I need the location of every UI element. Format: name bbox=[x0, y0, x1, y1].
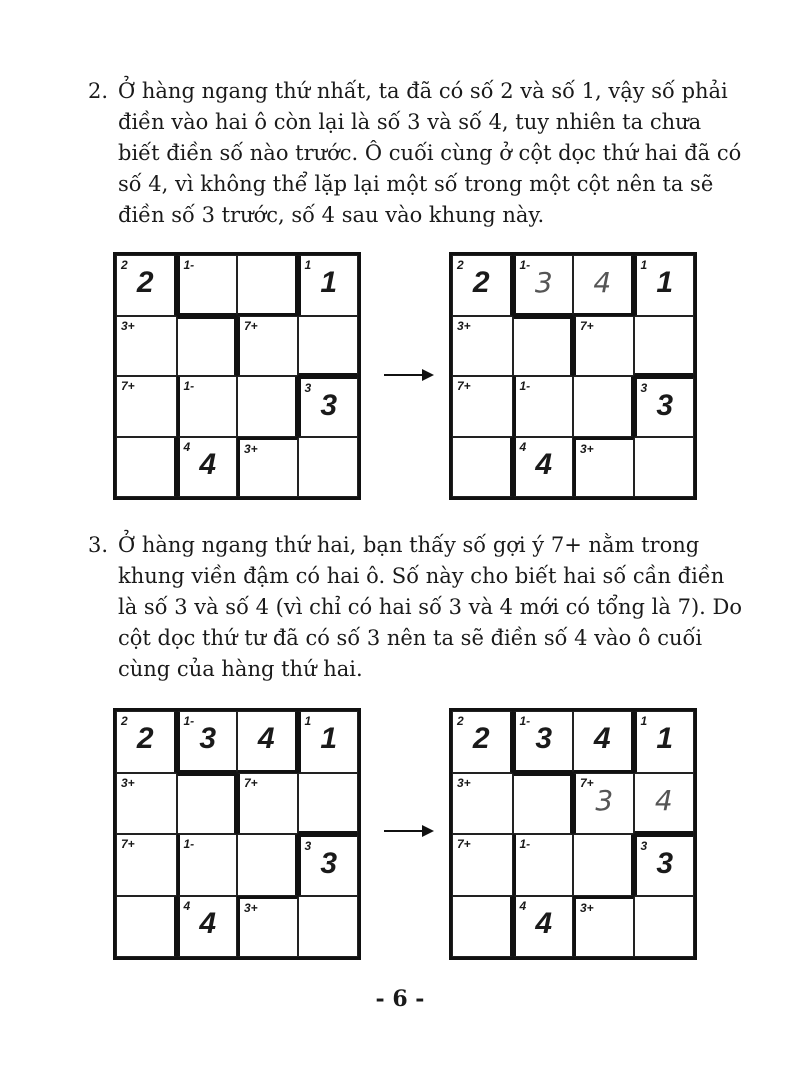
grid-cell bbox=[513, 896, 574, 958]
cage-clue: 3+ bbox=[121, 775, 135, 790]
grid-cell bbox=[116, 834, 177, 896]
grid-cell bbox=[573, 437, 634, 498]
grid-cell bbox=[573, 773, 634, 835]
grid-cell bbox=[634, 316, 695, 377]
cage-clue: 1- bbox=[183, 258, 195, 272]
cage-clue: 1- bbox=[519, 258, 531, 272]
grid-cell bbox=[116, 255, 177, 316]
cage-clue: 7+ bbox=[121, 837, 135, 851]
grid-cell bbox=[634, 711, 695, 773]
grid-cell bbox=[634, 437, 695, 498]
grid-cell bbox=[634, 834, 695, 896]
grid-cell bbox=[452, 773, 513, 835]
given-value: 2 bbox=[136, 722, 154, 755]
grid-cell bbox=[452, 437, 513, 498]
cage-clue: 2 bbox=[457, 258, 464, 272]
page-number: - 6 - bbox=[375, 986, 425, 1012]
given-value: 2 bbox=[136, 266, 154, 299]
cage-clue: 1- bbox=[183, 837, 195, 851]
cage-clue: 3+ bbox=[457, 775, 471, 790]
cage-clue: 1 bbox=[304, 258, 312, 272]
grid-cell bbox=[513, 255, 574, 316]
given-value: 4 bbox=[199, 906, 217, 940]
text-line: cột dọc thứ tư đã có số 3 nên ta sẽ điền số 4 vào ô cuối bbox=[118, 626, 703, 650]
grid-cell bbox=[298, 376, 359, 437]
grid-cell bbox=[177, 773, 238, 835]
cage-clue: 7+ bbox=[457, 837, 471, 851]
grid-cell bbox=[298, 773, 359, 835]
grid-cell bbox=[452, 316, 513, 377]
filled-value: 3 bbox=[595, 783, 614, 817]
grid-cell bbox=[177, 376, 238, 437]
cage-clue: 2 bbox=[121, 714, 128, 728]
given-value: 3 bbox=[320, 847, 338, 880]
cage-clue: 3 bbox=[640, 381, 648, 395]
puzzle-grid-after-step-3 bbox=[449, 708, 697, 960]
grid-cell bbox=[298, 711, 359, 773]
grid-cell bbox=[177, 255, 238, 316]
given-value: 1 bbox=[656, 266, 674, 299]
given-value: 3 bbox=[656, 847, 674, 880]
cage-clue: 3 bbox=[640, 839, 648, 853]
grid-cell bbox=[513, 376, 574, 437]
cage-clue: 3 bbox=[304, 381, 312, 395]
cage-clue: 3+ bbox=[121, 318, 135, 333]
text-line: Ở hàng ngang thứ nhất, ta đã có số 2 và số 1, vậy số phải bbox=[118, 79, 728, 103]
grid-cell bbox=[513, 711, 574, 773]
grid-cell bbox=[177, 437, 238, 498]
grid-cell bbox=[634, 376, 695, 437]
cage-clue: 7+ bbox=[244, 318, 258, 333]
grid-cell bbox=[116, 711, 177, 773]
given-value: 4 bbox=[257, 722, 275, 755]
grid-cell bbox=[298, 834, 359, 896]
cage-clue: 3+ bbox=[244, 441, 258, 456]
grid-cell bbox=[177, 316, 238, 377]
grid-cell bbox=[634, 255, 695, 316]
grid-cell bbox=[452, 711, 513, 773]
given-value: 1 bbox=[320, 266, 338, 299]
given-value: 4 bbox=[593, 722, 611, 755]
grid-cell bbox=[452, 376, 513, 437]
given-value: 3 bbox=[199, 722, 217, 755]
filled-value: 4 bbox=[654, 783, 673, 817]
given-value: 2 bbox=[472, 266, 490, 299]
given-value: 3 bbox=[320, 389, 338, 422]
cage-clue: 3+ bbox=[580, 900, 594, 915]
grid-cell bbox=[513, 437, 574, 498]
text-line: điền vào hai ô còn lại là số 3 và số 4, tuy nhiên ta chưa bbox=[118, 110, 702, 134]
text-line: cùng của hàng thứ hai. bbox=[118, 657, 363, 681]
cage-clue: 1- bbox=[519, 837, 531, 851]
cage-clue: 7+ bbox=[580, 318, 594, 333]
cage-clue: 7+ bbox=[121, 379, 135, 393]
given-value: 4 bbox=[199, 447, 217, 481]
grid-cell bbox=[452, 834, 513, 896]
cage-clue: 3+ bbox=[457, 318, 471, 333]
grid-cell bbox=[573, 711, 634, 773]
cage-clue: 3+ bbox=[244, 900, 258, 915]
grid-cell bbox=[237, 376, 298, 437]
filled-value: 4 bbox=[593, 266, 612, 299]
grid-cell bbox=[452, 896, 513, 958]
grid-cell bbox=[573, 376, 634, 437]
grid-cell bbox=[237, 896, 298, 958]
grid-cell bbox=[237, 437, 298, 498]
text-line: khung viền đậm có hai ô. Số này cho biết hai số cần điền bbox=[118, 564, 725, 588]
grid-cell bbox=[237, 773, 298, 835]
cage-clue: 1- bbox=[519, 379, 531, 393]
cage-clue: 7+ bbox=[457, 379, 471, 393]
grid-cell bbox=[116, 896, 177, 958]
given-value: 3 bbox=[656, 389, 674, 422]
grid-cell bbox=[634, 773, 695, 835]
grid-cell bbox=[573, 896, 634, 958]
cage-clue: 1 bbox=[640, 258, 648, 272]
cage-clue: 4 bbox=[519, 898, 527, 913]
cage-clue: 1- bbox=[183, 379, 195, 393]
text-line: biết điền số nào trước. Ô cuối cùng ở cột dọc thứ hai đã có bbox=[118, 141, 742, 165]
cage-clue: 2 bbox=[457, 714, 464, 728]
text-line: điền số 3 trước, số 4 sau vào khung này. bbox=[118, 203, 545, 227]
grid-cell bbox=[298, 316, 359, 377]
puzzle-grid-after-step-2 bbox=[449, 252, 697, 500]
cage-clue: 3+ bbox=[580, 441, 594, 456]
instruction-step-2 bbox=[88, 76, 742, 231]
given-value: 3 bbox=[535, 722, 553, 755]
grid-cell bbox=[573, 255, 634, 316]
arrow-right-icon bbox=[384, 824, 434, 838]
cage-clue: 2 bbox=[121, 258, 128, 272]
cage-clue: 4 bbox=[183, 898, 191, 913]
step-number: 3. bbox=[88, 533, 109, 557]
grid-cell bbox=[298, 896, 359, 958]
grid-cell bbox=[298, 437, 359, 498]
grid-cell bbox=[177, 834, 238, 896]
cage-clue: 3 bbox=[304, 839, 312, 853]
grid-cell bbox=[116, 773, 177, 835]
grid-cell bbox=[513, 316, 574, 377]
cage-clue: 1 bbox=[304, 714, 312, 728]
grid-cell bbox=[177, 711, 238, 773]
step-number: 2. bbox=[88, 79, 109, 103]
grid-cell bbox=[452, 255, 513, 316]
filled-value: 3 bbox=[534, 266, 553, 299]
grid-cell bbox=[177, 896, 238, 958]
cage-clue: 1- bbox=[519, 714, 531, 728]
text-line: Ở hàng ngang thứ hai, bạn thấy số gợi ý 7+ nằm trong bbox=[118, 533, 700, 557]
grid-cell bbox=[298, 255, 359, 316]
instruction-step-3 bbox=[88, 530, 742, 685]
grid-cell bbox=[513, 834, 574, 896]
text-line: là số 3 và số 4 (vì chỉ có hai số 3 và 4 mới có tổng là 7). Do bbox=[118, 595, 742, 619]
cage-clue: 7+ bbox=[244, 775, 258, 790]
grid-cell bbox=[513, 773, 574, 835]
given-value: 2 bbox=[472, 722, 490, 755]
given-value: 1 bbox=[656, 722, 674, 755]
given-value: 4 bbox=[535, 906, 553, 940]
cage-clue: 4 bbox=[183, 439, 191, 454]
arrow-right-icon bbox=[384, 368, 434, 382]
grid-cell bbox=[573, 834, 634, 896]
cage-clue: 1- bbox=[183, 714, 195, 728]
given-value: 1 bbox=[320, 722, 338, 755]
puzzle-grid-before-step-3 bbox=[113, 708, 361, 960]
grid-cell bbox=[237, 255, 298, 316]
grid-cell bbox=[237, 711, 298, 773]
grid-cell bbox=[237, 834, 298, 896]
cage-clue: 1 bbox=[640, 714, 648, 728]
grid-cell bbox=[237, 316, 298, 377]
grid-cell bbox=[634, 896, 695, 958]
grid-cell bbox=[116, 437, 177, 498]
grid-cell bbox=[573, 316, 634, 377]
grid-cell bbox=[116, 376, 177, 437]
cage-clue: 7+ bbox=[580, 775, 594, 790]
given-value: 4 bbox=[535, 447, 553, 481]
puzzle-grid-before-step-2 bbox=[113, 252, 361, 500]
text-line: số 4, vì không thể lặp lại một số trong một cột nên ta sẽ bbox=[118, 172, 714, 196]
grid-cell bbox=[116, 316, 177, 377]
cage-clue: 4 bbox=[519, 439, 527, 454]
